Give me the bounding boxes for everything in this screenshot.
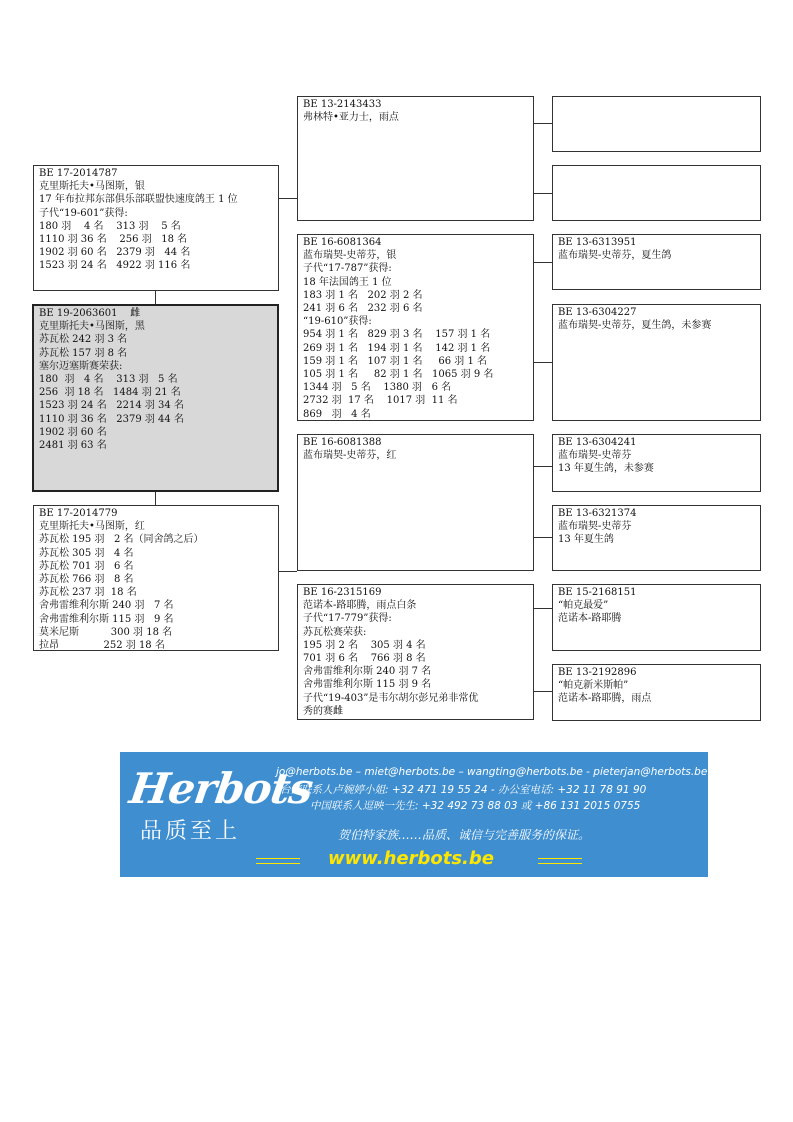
- pedigree-line: 13 年夏生鸽，未参赛: [558, 463, 654, 475]
- connector: [533, 362, 553, 363]
- ring-number: BE 17-2014779: [39, 508, 118, 519]
- sire-dam-card: [297, 234, 534, 421]
- pedigree-line: 舍弗雷维利尔斯 240 羽 7 名: [39, 600, 174, 612]
- pedigree-line: 莫米尼斯 300 羽 18 名: [39, 626, 173, 638]
- connector: [155, 491, 156, 505]
- pedigree-line: 蓝布瑞契-史蒂芬: [558, 521, 632, 533]
- pedigree-line: 苏瓦松 305 羽 4 名: [39, 547, 134, 559]
- ring-number: BE 16-2315169: [303, 587, 382, 598]
- pedigree-line: 弗林特•亚力士，雨点: [303, 112, 399, 124]
- pedigree-line: 180 羽 4 名 313 羽 5 名: [39, 220, 181, 232]
- pedigree-line: 13 年夏生鸽: [558, 534, 614, 546]
- pedigree-line: 1110 羽 36 名 256 羽 18 名: [39, 234, 188, 246]
- pedigree-line: 954 羽 1 名 829 羽 3 名 157 羽 1 名: [303, 329, 491, 341]
- pedigree-line: 范诺本-路耶腾，雨点: [558, 693, 652, 705]
- website-link[interactable]: www.herbots.be: [328, 848, 494, 869]
- pedigree-line: 苏瓦松赛荣获:: [303, 626, 367, 638]
- ring-number: BE 13-2143433: [303, 99, 382, 110]
- pedigree-line: 苏瓦松 237 羽 18 名: [39, 587, 137, 599]
- pedigree-line: 蓝布瑞契-史蒂芬，夏生鸽: [558, 250, 672, 262]
- pedigree-line: 子代“19-601”获得:: [39, 207, 128, 219]
- banner-taiwan-contact: 台湾联系人卢婉婷小姐: +32 471 19 55 24 - 办公室电话: +32 11 78 91 90: [280, 784, 647, 796]
- connector: [155, 290, 156, 305]
- connector: [278, 571, 297, 572]
- connector: [533, 691, 553, 692]
- dsd-card: [552, 505, 761, 571]
- ring-number: BE 13-6304227: [558, 307, 637, 318]
- pedigree-line: 17 年布拉邦东部俱乐部联盟快速度鸽王 1 位: [39, 194, 238, 206]
- ring-number: BE 15-2168151: [558, 587, 637, 598]
- pedigree-line: “帕克最爱”: [558, 600, 609, 612]
- pedigree-line: “19-610”获得:: [303, 316, 372, 328]
- connector: [533, 193, 553, 194]
- herbots-banner: [120, 752, 708, 877]
- banner-tagline: 贺伯特家族……品质、诚信与完善服务的保证。: [338, 828, 591, 842]
- ring-number: BE 13-6321374: [558, 508, 637, 519]
- pedigree-line: 塞尔迈塞斯赛荣获:: [39, 360, 123, 372]
- dds-card: [552, 584, 761, 651]
- connector: [533, 466, 553, 467]
- pedigree-line: 1110 羽 36 名 2379 羽 44 名: [39, 413, 184, 425]
- ring-number: BE 16-6081364: [303, 237, 382, 248]
- connector: [533, 537, 553, 538]
- pedigree-line: 克里斯托夫•马图斯，红: [39, 521, 145, 533]
- sss-card: [552, 96, 761, 152]
- ring-number: BE 19-2063601 雌: [39, 308, 141, 319]
- pedigree-line: 256 羽 18 名 1484 羽 21 名: [39, 387, 181, 399]
- sdd-card: [552, 304, 761, 421]
- ring-number: BE 16-6081388: [303, 437, 382, 448]
- dam-dam-card: [297, 584, 534, 720]
- pedigree-line: 范诺本-路耶腾: [558, 613, 622, 625]
- herbots-logo: Herbots: [126, 764, 316, 813]
- pedigree-line: 183 羽 1 名 202 羽 2 名: [303, 289, 423, 301]
- pedigree-line: 269 羽 1 名 194 羽 1 名 142 羽 1 名: [303, 342, 491, 354]
- pedigree-line: 180 羽 4 名 313 羽 5 名: [39, 374, 178, 386]
- pedigree-line: 苏瓦松 195 羽 2 名（同舍鸽之后）: [39, 534, 204, 546]
- pedigree-line: 1523 羽 24 名 4922 羽 116 名: [39, 260, 191, 272]
- connector: [533, 262, 553, 263]
- pedigree-line: 克里斯托夫•马图斯，黑: [39, 321, 145, 333]
- pedigree-line: 子代“17-779”获得:: [303, 613, 392, 625]
- pedigree-line: 2481 羽 63 名: [39, 440, 107, 452]
- connector: [533, 608, 553, 609]
- ring-number: BE 13-2192896: [558, 667, 637, 678]
- pedigree-line: 1902 羽 60 名 2379 羽 44 名: [39, 247, 191, 259]
- banner-divider-left: [256, 858, 300, 864]
- pedigree-line: “帕克新米斯帕”: [558, 680, 629, 692]
- pedigree-line: 苏瓦松 701 羽 6 名: [39, 560, 134, 572]
- pedigree-line: 18 年法国鸽王 1 位: [303, 276, 392, 288]
- connector: [278, 198, 297, 199]
- connector: [533, 123, 553, 124]
- pedigree-line: 蓝布瑞契-史蒂芬，红: [303, 450, 397, 462]
- ddd-card: [552, 664, 761, 721]
- pedigree-line: 105 羽 1 名 82 羽 1 名 1065 羽 9 名: [303, 369, 494, 381]
- pedigree-line: 195 羽 2 名 305 羽 4 名: [303, 639, 426, 651]
- pedigree-line: 舍弗雷维利尔斯 115 羽 9 名: [303, 679, 432, 691]
- pedigree-line: 1523 羽 24 名 2214 羽 34 名: [39, 400, 184, 412]
- pedigree-line: 苏瓦松 242 羽 3 名: [39, 334, 128, 346]
- banner-china-contact: 中国联系人逗映一先生: +32 492 73 88 03 或 +86 131 2015 0755: [310, 800, 641, 812]
- banner-divider-right: [538, 858, 582, 864]
- pedigree-line: 159 羽 1 名 107 羽 1 名 66 羽 1 名: [303, 355, 488, 367]
- pedigree-line: 苏瓦松 157 羽 8 名: [39, 347, 128, 359]
- pedigree-line: 拉昂 252 羽 18 名: [39, 640, 165, 651]
- pedigree-line: 蓝布瑞契-史蒂芬，夏生鸽，未参赛: [558, 320, 712, 332]
- ring-number: BE 13-6304241: [558, 437, 637, 448]
- pedigree-line: 2732 羽 17 名 1017 羽 11 名: [303, 395, 458, 407]
- ring-number: BE 17-2014787: [39, 168, 118, 179]
- pedigree-line: 蓝布瑞契-史蒂芬: [558, 450, 632, 462]
- pedigree-line: 范诺本-路耶腾，雨点白条: [303, 600, 417, 612]
- pedigree-line: 舍弗雷维利尔斯 240 羽 7 名: [303, 666, 432, 678]
- banner-slogan: 品质至上: [140, 819, 241, 844]
- pedigree-line: 苏瓦松 766 羽 8 名: [39, 574, 134, 586]
- subject-card: [32, 304, 279, 492]
- sds-card: [552, 234, 761, 290]
- dam-sire-card: [297, 434, 534, 571]
- pedigree-line: 子代“19-403”是韦尔胡尔彭兄弟非常优: [303, 692, 479, 704]
- pedigree-line: 舍弗雷维利尔斯 115 羽 9 名: [39, 613, 174, 625]
- ssd-card: [552, 165, 761, 221]
- pedigree-line: 701 羽 6 名 766 羽 8 名: [303, 653, 426, 665]
- dam-card: [33, 505, 279, 651]
- banner-emails: jo@herbots.be – miet@herbots.be – wangting@herbots.be - pieterjan@herbots.be: [276, 766, 708, 778]
- pedigree-line: 869 羽 4 名: [303, 408, 371, 420]
- sire-sire-card: [297, 96, 534, 221]
- pedigree-line: 秀的赛雌: [303, 705, 343, 717]
- pedigree-line: 1902 羽 60 名: [39, 426, 107, 438]
- pedigree-line: 241 羽 6 名 232 羽 6 名: [303, 303, 423, 315]
- pedigree-line: 1344 羽 5 名 1380 羽 6 名: [303, 382, 452, 394]
- dss-card: [552, 434, 761, 492]
- pedigree-line: 蓝布瑞契-史蒂芬，银: [303, 250, 397, 262]
- pedigree-line: 克里斯托夫•马图斯，银: [39, 181, 145, 193]
- sire-card: [33, 165, 279, 291]
- pedigree-line: 子代“17-787”获得:: [303, 263, 392, 275]
- ring-number: BE 13-6313951: [558, 237, 637, 248]
